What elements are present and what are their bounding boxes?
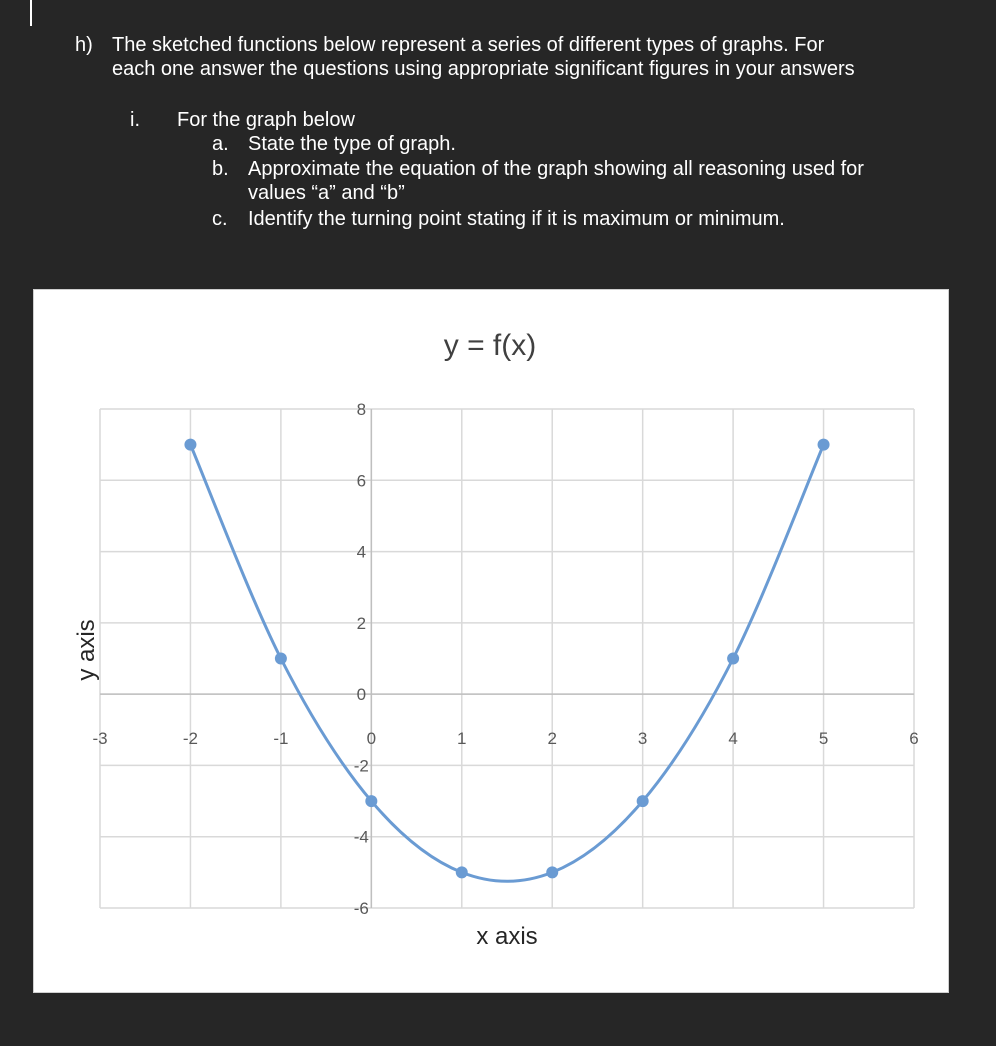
data-point	[637, 795, 649, 807]
item-text-b-continued: values “a” and “b”	[248, 182, 405, 204]
data-point	[818, 439, 830, 451]
intro-line-1: The sketched functions below represent a series of different types of graphs. For	[112, 34, 825, 56]
y-tick-label: -6	[353, 899, 369, 918]
y-tick-label: 0	[356, 685, 367, 705]
item-label-a: a.	[212, 133, 229, 155]
x-tick-label: -3	[92, 729, 108, 749]
x-tick-label: 2	[547, 729, 557, 749]
y-axis-label: y axis	[73, 619, 100, 681]
y-tick-label: 6	[356, 471, 367, 491]
y-tick-label: 2	[356, 613, 367, 633]
sub-text: For the graph below	[177, 109, 355, 131]
part-label: h)	[75, 34, 93, 56]
x-tick-label: -1	[273, 729, 289, 749]
x-tick-label: 6	[909, 729, 919, 749]
y-tick-label: 8	[356, 400, 367, 419]
data-point	[184, 439, 196, 451]
intro-line-2: each one answer the questions using appropriate significant figures in your answers	[112, 58, 855, 80]
item-text-b: Approximate the equation of the graph showing all reasoning used for	[248, 158, 864, 180]
item-text-a: State the type of graph.	[248, 133, 456, 155]
chart-title: y = f(x)	[443, 329, 537, 362]
text-cursor	[30, 0, 32, 26]
x-tick-label: 3	[637, 729, 648, 749]
item-label-b: b.	[212, 158, 229, 180]
y-tick-label: -2	[353, 756, 369, 776]
y-tick-label: -4	[353, 827, 369, 847]
item-text-c: Identify the turning point stating if it is maximum or minimum.	[248, 208, 785, 230]
item-label-c: c.	[212, 208, 228, 230]
data-point	[456, 866, 468, 878]
x-tick-label: 0	[366, 729, 377, 749]
x-tick-label: 4	[728, 729, 738, 749]
data-point	[365, 795, 377, 807]
x-axis-label: x axis	[476, 923, 538, 950]
chart-card	[33, 289, 949, 993]
x-tick-label: -2	[182, 729, 199, 749]
chart-svg	[34, 290, 948, 992]
data-point	[727, 653, 739, 665]
x-tick-label: 5	[818, 729, 829, 749]
x-tick-label: 1	[457, 729, 467, 749]
data-point	[275, 653, 287, 665]
sub-label: i.	[130, 109, 140, 131]
y-tick-label: 4	[356, 542, 367, 562]
series-line	[190, 445, 823, 882]
data-point	[546, 866, 558, 878]
